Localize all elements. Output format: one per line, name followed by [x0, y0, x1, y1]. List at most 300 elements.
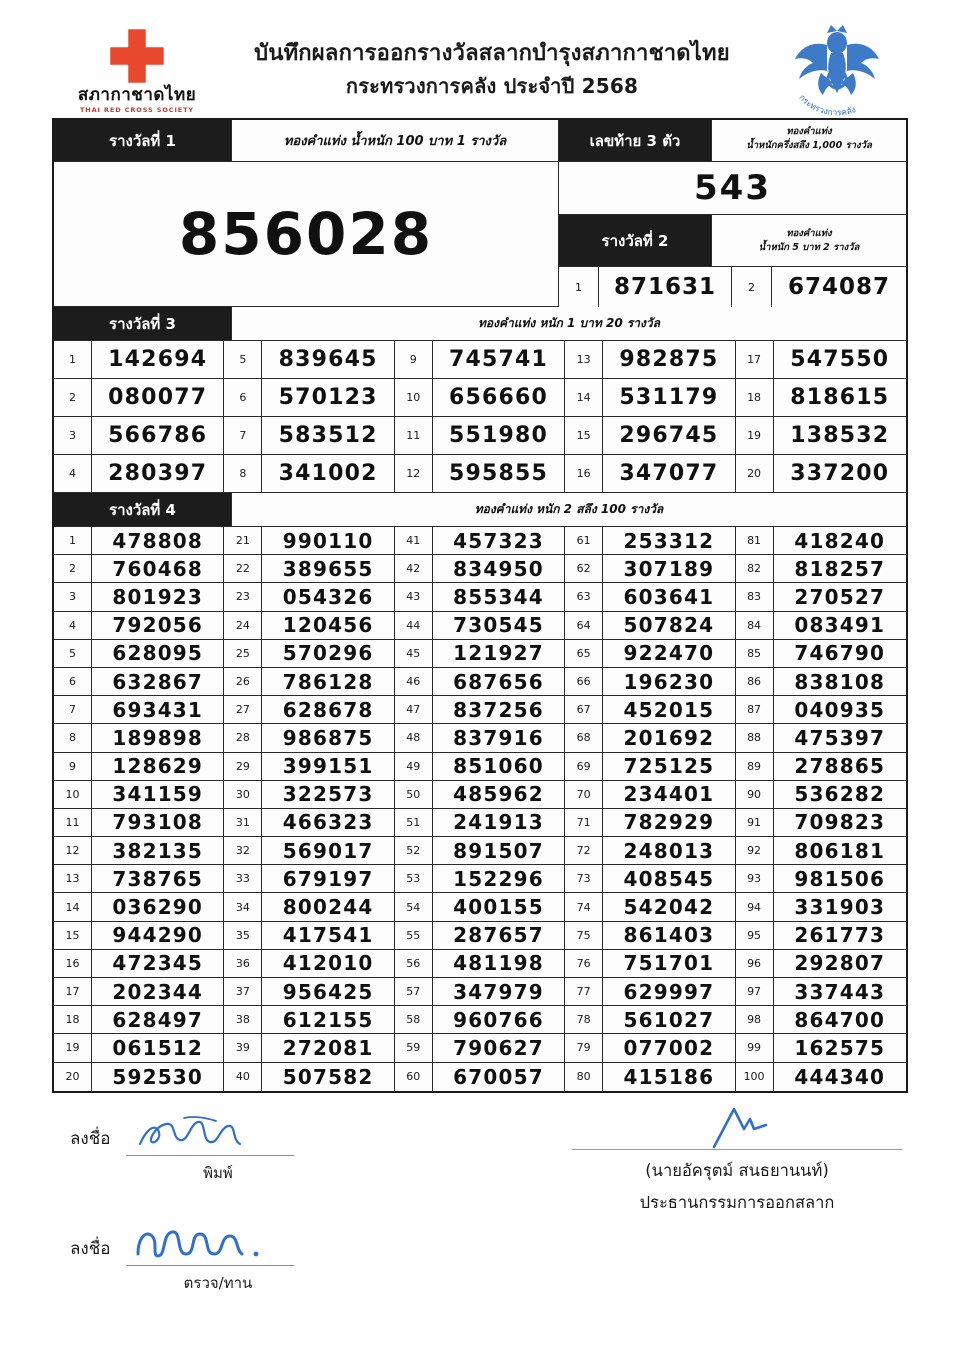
prize4-number: 399151 [262, 753, 394, 781]
svg-text:กระทรวงการคลัง: กระทรวงการคลัง [796, 93, 858, 117]
prize4-number: 061512 [92, 1034, 224, 1062]
prize4-number: 738765 [92, 865, 224, 893]
prize4-index: 35 [224, 922, 262, 950]
prize4-index: 23 [224, 583, 262, 611]
prize4-index: 54 [395, 893, 433, 921]
prize4-index: 40 [224, 1063, 262, 1091]
prize2-description [712, 215, 906, 267]
prize4-index: 20 [54, 1063, 92, 1091]
prize-header-row [54, 120, 906, 162]
prize4-number: 834950 [433, 555, 565, 583]
prize1-winner-row [54, 162, 906, 307]
prize4-index: 27 [224, 696, 262, 724]
prize4-index: 78 [565, 1006, 603, 1034]
prize4-index: 90 [736, 781, 774, 809]
prize4-row [54, 837, 906, 865]
prize4-number: 322573 [262, 781, 394, 809]
prize4-number: 687656 [433, 668, 565, 696]
prize4-number: 922470 [603, 640, 735, 668]
prize4-number: 472345 [92, 950, 224, 978]
prize4-number: 612155 [262, 1006, 394, 1034]
prize4-number: 861403 [603, 922, 735, 950]
prize4-index: 73 [565, 865, 603, 893]
prize3-index: 9 [395, 341, 433, 379]
prize4-index: 84 [736, 612, 774, 640]
prize4-index: 41 [395, 527, 433, 555]
prize4-number: 592530 [92, 1063, 224, 1091]
prize4-index: 86 [736, 668, 774, 696]
prize4-number: 570296 [262, 640, 394, 668]
prize4-row [54, 555, 906, 583]
prize4-index: 13 [54, 865, 92, 893]
prize4-number: 806181 [774, 837, 906, 865]
prize4-number: 628678 [262, 696, 394, 724]
prize4-index: 15 [54, 922, 92, 950]
prize4-number: 792056 [92, 612, 224, 640]
prize4-header-row [54, 493, 906, 527]
prize4-number: 307189 [603, 555, 735, 583]
prize2-description-line1: ทองคำแท่ง [786, 227, 832, 239]
prize4-number: 382135 [92, 837, 224, 865]
prize4-number: 628095 [92, 640, 224, 668]
prize4-number: 475397 [774, 724, 906, 752]
prize3-number: 982875 [603, 341, 735, 379]
prize4-index: 67 [565, 696, 603, 724]
prize4-index: 33 [224, 865, 262, 893]
prize4-index: 42 [395, 555, 433, 583]
prize4-index: 68 [565, 724, 603, 752]
sign-label-1: ลงชื่อ [70, 1128, 111, 1149]
lottery-results-sheet [52, 118, 908, 1093]
prize4-number: 278865 [774, 753, 906, 781]
prize4-row [54, 809, 906, 837]
prize3-number: 839645 [262, 341, 394, 379]
prize4-index: 64 [565, 612, 603, 640]
prize4-index: 38 [224, 1006, 262, 1034]
ministry-of-finance-emblem [762, 21, 912, 121]
org-name-thai: สภากาชาดไทย [77, 85, 197, 106]
prize4-index: 9 [54, 753, 92, 781]
prize4-number: 855344 [433, 583, 565, 611]
prize4-number: 864700 [774, 1006, 906, 1034]
prize3-index: 19 [736, 417, 774, 455]
prize4-number: 990110 [262, 527, 394, 555]
prize4-row [54, 696, 906, 724]
prize4-number: 760468 [92, 555, 224, 583]
prize4-row [54, 583, 906, 611]
prize4-number: 986875 [262, 724, 394, 752]
prize4-index: 61 [565, 527, 603, 555]
signature-line-1 [126, 1111, 294, 1156]
prize4-index: 63 [565, 583, 603, 611]
prize4-number: 253312 [603, 527, 735, 555]
signature-line-chairman [572, 1101, 902, 1150]
prize1-description: ทองคำแท่ง น้ำหนัก 100 บาท 1 รางวัล [232, 120, 559, 162]
prize2-index-1: 1 [559, 267, 599, 307]
prize3-index: 20 [736, 455, 774, 493]
prize4-index: 52 [395, 837, 433, 865]
prize3-number: 280397 [92, 455, 224, 493]
prize4-index: 16 [54, 950, 92, 978]
last3-winning-number: 543 [559, 162, 906, 215]
prize3-index: 3 [54, 417, 92, 455]
prize4-number: 241913 [433, 809, 565, 837]
prize4-number: 201692 [603, 724, 735, 752]
prize4-index: 83 [736, 583, 774, 611]
prize4-index: 80 [565, 1063, 603, 1091]
prize4-index: 51 [395, 809, 433, 837]
prize3-number: 138532 [774, 417, 906, 455]
prize2-number-2: 674087 [772, 267, 906, 307]
prize4-index: 17 [54, 978, 92, 1006]
handwritten-signature-chairman [710, 1103, 774, 1149]
sign-label-2: ลงชื่อ [70, 1238, 111, 1259]
prize4-index: 11 [54, 809, 92, 837]
prize4-number: 629997 [603, 978, 735, 1006]
prize4-number: 337443 [774, 978, 906, 1006]
prize4-row [54, 893, 906, 921]
prize3-number: 656660 [433, 379, 565, 417]
prize4-index: 49 [395, 753, 433, 781]
prize4-index: 47 [395, 696, 433, 724]
prize4-index: 69 [565, 753, 603, 781]
prize4-number: 507824 [603, 612, 735, 640]
title-line-1: บันทึกผลการออกรางวัลสลากบำรุงสภากาชาดไทย [254, 40, 730, 66]
signature-caption-print: พิมพ์ [203, 1163, 233, 1182]
prize4-index: 74 [565, 893, 603, 921]
prize4-row [54, 753, 906, 781]
prize4-number: 800244 [262, 893, 394, 921]
prize4-index: 57 [395, 978, 433, 1006]
prize4-number: 956425 [262, 978, 394, 1006]
prize4-index: 93 [736, 865, 774, 893]
prize4-number: 444340 [774, 1063, 906, 1091]
last3-description-line1: ทองคำแท่ง [786, 126, 832, 137]
prize3-number: 595855 [433, 455, 565, 493]
prize3-number: 818615 [774, 379, 906, 417]
prize3-index: 13 [565, 341, 603, 379]
prize4-row [54, 950, 906, 978]
prize4-row [54, 612, 906, 640]
prize3-number: 347077 [603, 455, 735, 493]
prize4-index: 81 [736, 527, 774, 555]
prize3-number: 531179 [603, 379, 735, 417]
prize3-label: รางวัลที่ 3 [54, 307, 232, 341]
prize2-winner-row [559, 267, 906, 307]
prize3-number: 296745 [603, 417, 735, 455]
prize4-index: 100 [736, 1063, 774, 1091]
prize4-index: 58 [395, 1006, 433, 1034]
prize3-number: 337200 [774, 455, 906, 493]
prize4-index: 5 [54, 640, 92, 668]
signature-block-chairman [572, 1101, 902, 1216]
prize4-index: 98 [736, 1006, 774, 1034]
prize4-index: 36 [224, 950, 262, 978]
prize4-index: 48 [395, 724, 433, 752]
prize4-index: 44 [395, 612, 433, 640]
prize4-index: 22 [224, 555, 262, 583]
prize3-number: 745741 [433, 341, 565, 379]
prize3-index: 14 [565, 379, 603, 417]
prize4-index: 28 [224, 724, 262, 752]
prize4-number: 632867 [92, 668, 224, 696]
prize4-index: 24 [224, 612, 262, 640]
prize3-row [54, 341, 906, 379]
prize3-index: 1 [54, 341, 92, 379]
prize3-index: 8 [224, 455, 262, 493]
prize4-index: 97 [736, 978, 774, 1006]
prize4-index: 4 [54, 612, 92, 640]
garuda-emblem-icon [783, 21, 891, 117]
prize3-index: 12 [395, 455, 433, 493]
prize3-index: 2 [54, 379, 92, 417]
prize4-number: 054326 [262, 583, 394, 611]
prize2-header-row [559, 215, 906, 267]
prize1-label: รางวัลที่ 1 [54, 120, 232, 162]
prize3-number: 583512 [262, 417, 394, 455]
prize4-index: 31 [224, 809, 262, 837]
prize4-number: 408545 [603, 865, 735, 893]
prize4-number: 261773 [774, 922, 906, 950]
prize4-index: 96 [736, 950, 774, 978]
last3-description [712, 120, 906, 162]
signature-line-2 [126, 1221, 294, 1266]
prize4-index: 95 [736, 922, 774, 950]
prize4-number: 331903 [774, 893, 906, 921]
prize4-number: 818257 [774, 555, 906, 583]
prize4-number: 981506 [774, 865, 906, 893]
prize4-index: 45 [395, 640, 433, 668]
prize3-index: 4 [54, 455, 92, 493]
handwritten-signature-2 [132, 1224, 282, 1264]
prize4-number: 234401 [603, 781, 735, 809]
chairman-role: ประธานกรรมการออกสลาก [639, 1192, 835, 1212]
prize4-number: 121927 [433, 640, 565, 668]
prize3-number: 551980 [433, 417, 565, 455]
prize2-number-1: 871631 [599, 267, 732, 307]
prize4-row [54, 640, 906, 668]
prize4-number: 891507 [433, 837, 565, 865]
prize3-index: 17 [736, 341, 774, 379]
prize4-row [54, 781, 906, 809]
document-title [222, 37, 762, 106]
prize4-number: 960766 [433, 1006, 565, 1034]
prize4-number: 341159 [92, 781, 224, 809]
right-prize-stack [559, 162, 906, 307]
prize4-number: 189898 [92, 724, 224, 752]
prize3-index: 11 [395, 417, 433, 455]
prize4-index: 34 [224, 893, 262, 921]
prize4-number: 040935 [774, 696, 906, 724]
prize4-row [54, 527, 906, 555]
prize4-number: 751701 [603, 950, 735, 978]
prize4-number: 417541 [262, 922, 394, 950]
prize3-number: 341002 [262, 455, 394, 493]
prize4-number: 851060 [433, 753, 565, 781]
prize4-row [54, 978, 906, 1006]
prize4-number: 746790 [774, 640, 906, 668]
prize4-index: 77 [565, 978, 603, 1006]
prize4-number: 838108 [774, 668, 906, 696]
prize4-number: 412010 [262, 950, 394, 978]
prize4-label: รางวัลที่ 4 [54, 493, 232, 527]
prize4-index: 91 [736, 809, 774, 837]
prize4-row [54, 724, 906, 752]
prize4-index: 8 [54, 724, 92, 752]
prize4-index: 32 [224, 837, 262, 865]
prize4-number: 457323 [433, 527, 565, 555]
prize4-number-grid [54, 527, 906, 1091]
prize4-row [54, 668, 906, 696]
prize4-index: 99 [736, 1034, 774, 1062]
prize3-number: 142694 [92, 341, 224, 379]
prize2-description-line2: น้ำหนัก 5 บาท 2 รางวัล [758, 241, 860, 253]
prize4-number: 292807 [774, 950, 906, 978]
prize4-index: 66 [565, 668, 603, 696]
prize4-index: 12 [54, 837, 92, 865]
last3-description-line2: น้ำหนักครึ่งสลึง 1,000 รางวัล [746, 139, 872, 151]
prize4-number: 693431 [92, 696, 224, 724]
chairman-name: (นายอัครุตม์ สนธยานนท์) [645, 1160, 829, 1180]
prize4-number: 793108 [92, 809, 224, 837]
prize4-index: 25 [224, 640, 262, 668]
prize4-number: 837256 [433, 696, 565, 724]
prize4-number: 400155 [433, 893, 565, 921]
prize4-index: 72 [565, 837, 603, 865]
prize4-index: 71 [565, 809, 603, 837]
prize4-number: 248013 [603, 837, 735, 865]
document-header [0, 0, 960, 118]
prize4-index: 18 [54, 1006, 92, 1034]
prize3-number-grid [54, 341, 906, 493]
prize4-index: 3 [54, 583, 92, 611]
prize4-number: 801923 [92, 583, 224, 611]
prize4-number: 944290 [92, 922, 224, 950]
prize4-row [54, 922, 906, 950]
prize3-row [54, 417, 906, 455]
prize4-number: 152296 [433, 865, 565, 893]
title-line-2: กระทรวงการคลัง ประจำปี 2568 [345, 73, 639, 98]
prize4-index: 88 [736, 724, 774, 752]
prize4-index: 59 [395, 1034, 433, 1062]
prize4-index: 76 [565, 950, 603, 978]
prize3-description: ทองคำแท่ง หนัก 1 บาท 20 รางวัล [232, 307, 906, 341]
prize4-number: 782929 [603, 809, 735, 837]
prize4-index: 89 [736, 753, 774, 781]
prize4-number: 347979 [433, 978, 565, 1006]
prize3-number: 080077 [92, 379, 224, 417]
prize1-winning-number: 856028 [54, 162, 559, 307]
prize3-header-row [54, 307, 906, 341]
prize4-index: 1 [54, 527, 92, 555]
prize4-number: 628497 [92, 1006, 224, 1034]
prize4-number: 452015 [603, 696, 735, 724]
prize4-index: 2 [54, 555, 92, 583]
prize4-number: 837916 [433, 724, 565, 752]
prize4-index: 65 [565, 640, 603, 668]
prize4-index: 30 [224, 781, 262, 809]
prize4-number: 730545 [433, 612, 565, 640]
prize4-number: 270527 [774, 583, 906, 611]
prize4-number: 670057 [433, 1063, 565, 1091]
prize4-index: 43 [395, 583, 433, 611]
thai-red-cross-logo [52, 28, 222, 114]
prize4-number: 536282 [774, 781, 906, 809]
prize4-row [54, 1063, 906, 1091]
prize3-index: 7 [224, 417, 262, 455]
prize4-number: 786128 [262, 668, 394, 696]
prize4-index: 10 [54, 781, 92, 809]
prize4-index: 87 [736, 696, 774, 724]
prize4-index: 46 [395, 668, 433, 696]
prize4-number: 418240 [774, 527, 906, 555]
prize4-number: 725125 [603, 753, 735, 781]
prize4-description: ทองคำแท่ง หนัก 2 สลึง 100 รางวัล [232, 493, 906, 527]
prize3-index: 6 [224, 379, 262, 417]
prize4-number: 287657 [433, 922, 565, 950]
prize4-number: 036290 [92, 893, 224, 921]
prize4-index: 6 [54, 668, 92, 696]
prize4-number: 196230 [603, 668, 735, 696]
prize4-number: 561027 [603, 1006, 735, 1034]
prize4-index: 26 [224, 668, 262, 696]
prize4-number: 389655 [262, 555, 394, 583]
prize4-number: 083491 [774, 612, 906, 640]
org-name-english: THAI RED CROSS SOCIETY [79, 105, 195, 114]
prize4-index: 56 [395, 950, 433, 978]
prize4-number: 542042 [603, 893, 735, 921]
prize4-index: 70 [565, 781, 603, 809]
handwritten-signature-1 [132, 1114, 272, 1154]
prize4-index: 82 [736, 555, 774, 583]
prize4-row [54, 1006, 906, 1034]
prize4-index: 14 [54, 893, 92, 921]
prize4-number: 481198 [433, 950, 565, 978]
prize3-row [54, 455, 906, 493]
prize4-number: 507582 [262, 1063, 394, 1091]
prize3-index: 10 [395, 379, 433, 417]
prize4-number: 569017 [262, 837, 394, 865]
prize4-row [54, 865, 906, 893]
prize4-number: 077002 [603, 1034, 735, 1062]
prize4-index: 92 [736, 837, 774, 865]
prize4-index: 39 [224, 1034, 262, 1062]
prize3-row [54, 379, 906, 417]
signature-block-verify [70, 1221, 302, 1295]
signature-caption-verify: ตรวจ/ทาน [183, 1273, 253, 1292]
prize4-number: 478808 [92, 527, 224, 555]
prize3-index: 15 [565, 417, 603, 455]
prize4-number: 603641 [603, 583, 735, 611]
prize3-index: 18 [736, 379, 774, 417]
prize3-number: 547550 [774, 341, 906, 379]
prize4-number: 162575 [774, 1034, 906, 1062]
prize4-index: 79 [565, 1034, 603, 1062]
prize3-index: 5 [224, 341, 262, 379]
prize4-number: 120456 [262, 612, 394, 640]
prize4-index: 21 [224, 527, 262, 555]
prize2-label: รางวัลที่ 2 [559, 215, 712, 267]
prize4-index: 29 [224, 753, 262, 781]
prize4-number: 679197 [262, 865, 394, 893]
prize4-number: 790627 [433, 1034, 565, 1062]
signature-section [52, 1093, 908, 1330]
red-cross-icon [107, 28, 167, 86]
prize4-index: 62 [565, 555, 603, 583]
prize4-index: 75 [565, 922, 603, 950]
prize3-index: 16 [565, 455, 603, 493]
prize3-number: 566786 [92, 417, 224, 455]
